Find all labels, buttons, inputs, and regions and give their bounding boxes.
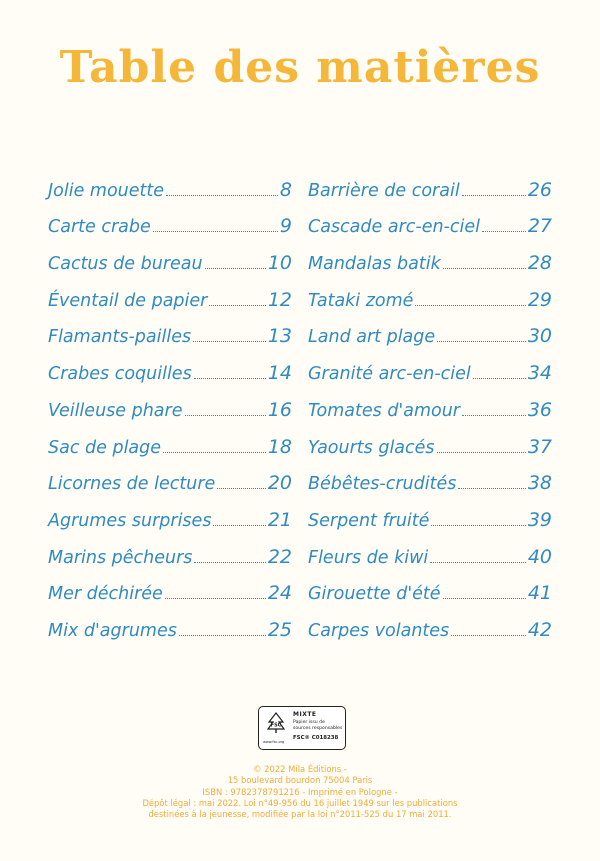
- toc-entry: [48, 604, 292, 641]
- toc-column-right: [308, 164, 552, 641]
- toc-entry-title: Sac de plage: [48, 437, 162, 458]
- toc-entry-title: Tataki zomé: [308, 290, 414, 311]
- toc-entry: [308, 421, 552, 458]
- toc-entry: [48, 274, 292, 311]
- toc-leader-dots: [166, 194, 278, 196]
- toc-entry: [48, 237, 292, 274]
- toc-leader-dots: [431, 524, 525, 526]
- toc-entry: [308, 237, 552, 274]
- toc-entry: [48, 311, 292, 348]
- toc-entry: [48, 531, 292, 568]
- toc-entry: [308, 347, 552, 384]
- toc-leader-dots: [185, 414, 266, 416]
- toc-leader-dots: [430, 561, 526, 563]
- toc-entry-title: Flamants-pailles: [48, 327, 192, 348]
- toc-entry: [48, 568, 292, 605]
- toc-entry-page: 21: [267, 508, 292, 531]
- toc-entry-page: 42: [527, 618, 552, 641]
- toc-entry-title: Mandalas batik: [308, 254, 441, 275]
- toc-leader-dots: [462, 414, 526, 416]
- toc-entry-title: Girouette d'été: [308, 584, 441, 605]
- toc-entry-page: 18: [267, 435, 292, 458]
- toc-entry: [48, 384, 292, 421]
- toc-leader-dots: [443, 267, 526, 269]
- toc-entry-page: 39: [527, 508, 552, 531]
- toc-entry-page: 22: [267, 545, 292, 568]
- colophon-depot: Dépôt légal : mai 2022. Loi n°49-956 du 16 juillet 1949 sur les publications: [142, 797, 458, 808]
- toc-leader-dots: [217, 487, 266, 489]
- toc-entry-title: Veilleuse phare: [48, 400, 183, 421]
- toc-entry: [308, 164, 552, 201]
- colophon-address: 15 boulevard bourdon 75004 Paris: [227, 775, 373, 786]
- toc-entry: [308, 494, 552, 531]
- toc-entry-page: 9: [279, 215, 292, 238]
- toc-leader-dots: [194, 377, 266, 379]
- fsc-code: FSC® C018238: [293, 735, 339, 741]
- toc-entry-page: 29: [527, 288, 552, 311]
- toc-entry: [308, 201, 552, 238]
- toc-entry-title: Crabes coquilles: [48, 364, 192, 385]
- toc-entry: [48, 164, 292, 201]
- toc-entry-title: Carpes volantes: [308, 620, 450, 641]
- toc-entry: [48, 201, 292, 238]
- toc-entry-page: 40: [527, 545, 552, 568]
- toc-entry-title: Mix d'agrumes: [48, 620, 177, 641]
- page-title: Table des matières: [59, 42, 541, 93]
- toc-leader-dots: [482, 230, 526, 232]
- toc-entry-page: 12: [267, 288, 292, 311]
- colophon-copyright: © 2022 Mila Éditions -: [253, 764, 347, 774]
- colophon-isbn: ISBN : 9782378791216 - Imprimé en Pologne -: [202, 786, 398, 797]
- toc-entry-title: Serpent fruité: [308, 510, 430, 531]
- toc-entry-page: 38: [527, 472, 552, 495]
- toc-column-left: [48, 164, 292, 641]
- toc-leader-dots: [179, 634, 266, 636]
- toc-entry-page: 14: [267, 362, 292, 385]
- toc-entry-title: Yaourts glacés: [308, 437, 435, 458]
- toc-entry-title: Bébêtes-crudités: [308, 474, 457, 495]
- toc-leader-dots: [209, 304, 265, 306]
- toc-entry: [48, 421, 292, 458]
- toc-entry: [308, 531, 552, 568]
- toc-entry-title: Cascade arc-en-ciel: [308, 217, 480, 238]
- toc-entry-title: Agrumes surprises: [48, 510, 212, 531]
- toc-entry-page: 13: [267, 325, 292, 348]
- toc-entry-title: Licornes de lecture: [48, 474, 216, 495]
- toc-entry-page: 37: [527, 435, 552, 458]
- colophon: [0, 764, 600, 820]
- toc-leader-dots: [205, 267, 266, 269]
- toc-entry-page: 36: [527, 398, 552, 421]
- toc-entry-page: 28: [527, 252, 552, 275]
- colophon-loi: destinées à la jeunesse, modifiée par la loi n°2011-525 du 17 mai 2011.: [148, 809, 452, 820]
- toc-entry-title: Tomates d'amour: [308, 400, 460, 421]
- fsc-logo-text: FSC: [270, 722, 282, 729]
- toc-entry-page: 20: [267, 472, 292, 495]
- toc-leader-dots: [473, 377, 526, 379]
- toc-entry-title: Land art plage: [308, 327, 436, 348]
- toc-leader-dots: [163, 451, 266, 453]
- toc-entry-page: 10: [267, 252, 292, 275]
- toc-entry: [308, 384, 552, 421]
- toc-entry: [48, 458, 292, 495]
- toc-entry-page: 8: [279, 178, 292, 201]
- toc-entry: [48, 347, 292, 384]
- toc-entry-title: Mer déchirée: [48, 584, 163, 605]
- toc-leader-dots: [458, 487, 525, 489]
- toc-leader-dots: [213, 524, 265, 526]
- toc-entry-title: Granité arc-en-ciel: [308, 364, 471, 385]
- toc-entry-page: 25: [267, 618, 292, 641]
- toc-entry-title: Éventail de papier: [48, 290, 208, 311]
- toc-entry: [308, 458, 552, 495]
- fsc-line1: Papier issu de: [293, 720, 325, 725]
- fsc-line2: sources responsables: [293, 726, 343, 731]
- toc-leader-dots: [415, 304, 525, 306]
- fsc-label: [258, 706, 346, 750]
- toc-leader-dots: [193, 340, 266, 342]
- toc-entry-page: 27: [527, 215, 552, 238]
- toc-entry-page: 34: [527, 362, 552, 385]
- toc-entry-title: Jolie mouette: [48, 180, 165, 201]
- toc-entry-title: Barrière de corail: [308, 180, 460, 201]
- toc-leader-dots: [437, 451, 526, 453]
- toc-entry-page: 16: [267, 398, 292, 421]
- toc-entry: [48, 494, 292, 531]
- toc-entry-title: Fleurs de kiwi: [308, 547, 429, 568]
- toc-entry-title: Cactus de bureau: [48, 254, 203, 275]
- toc-entry: [308, 568, 552, 605]
- toc-leader-dots: [165, 597, 266, 599]
- toc-leader-dots: [462, 194, 526, 196]
- toc-entry: [308, 604, 552, 641]
- toc-entry-page: 41: [527, 582, 552, 605]
- toc-leader-dots: [153, 230, 278, 232]
- toc-entry-page: 30: [527, 325, 552, 348]
- toc-entry: [308, 274, 552, 311]
- toc-entry: [308, 311, 552, 348]
- toc-leader-dots: [437, 340, 526, 342]
- fsc-tree-icon: [264, 711, 288, 737]
- toc-leader-dots: [443, 597, 526, 599]
- toc-entry-page: 26: [527, 178, 552, 201]
- toc-entry-page: 24: [267, 582, 292, 605]
- toc-entry-title: Carte crabe: [48, 217, 151, 238]
- fsc-url: www.fsc.org: [263, 740, 285, 744]
- toc-entry-title: Marins pêcheurs: [48, 547, 193, 568]
- fsc-mixte: MIXTE: [293, 711, 317, 718]
- toc-leader-dots: [194, 561, 265, 563]
- toc-leader-dots: [451, 634, 526, 636]
